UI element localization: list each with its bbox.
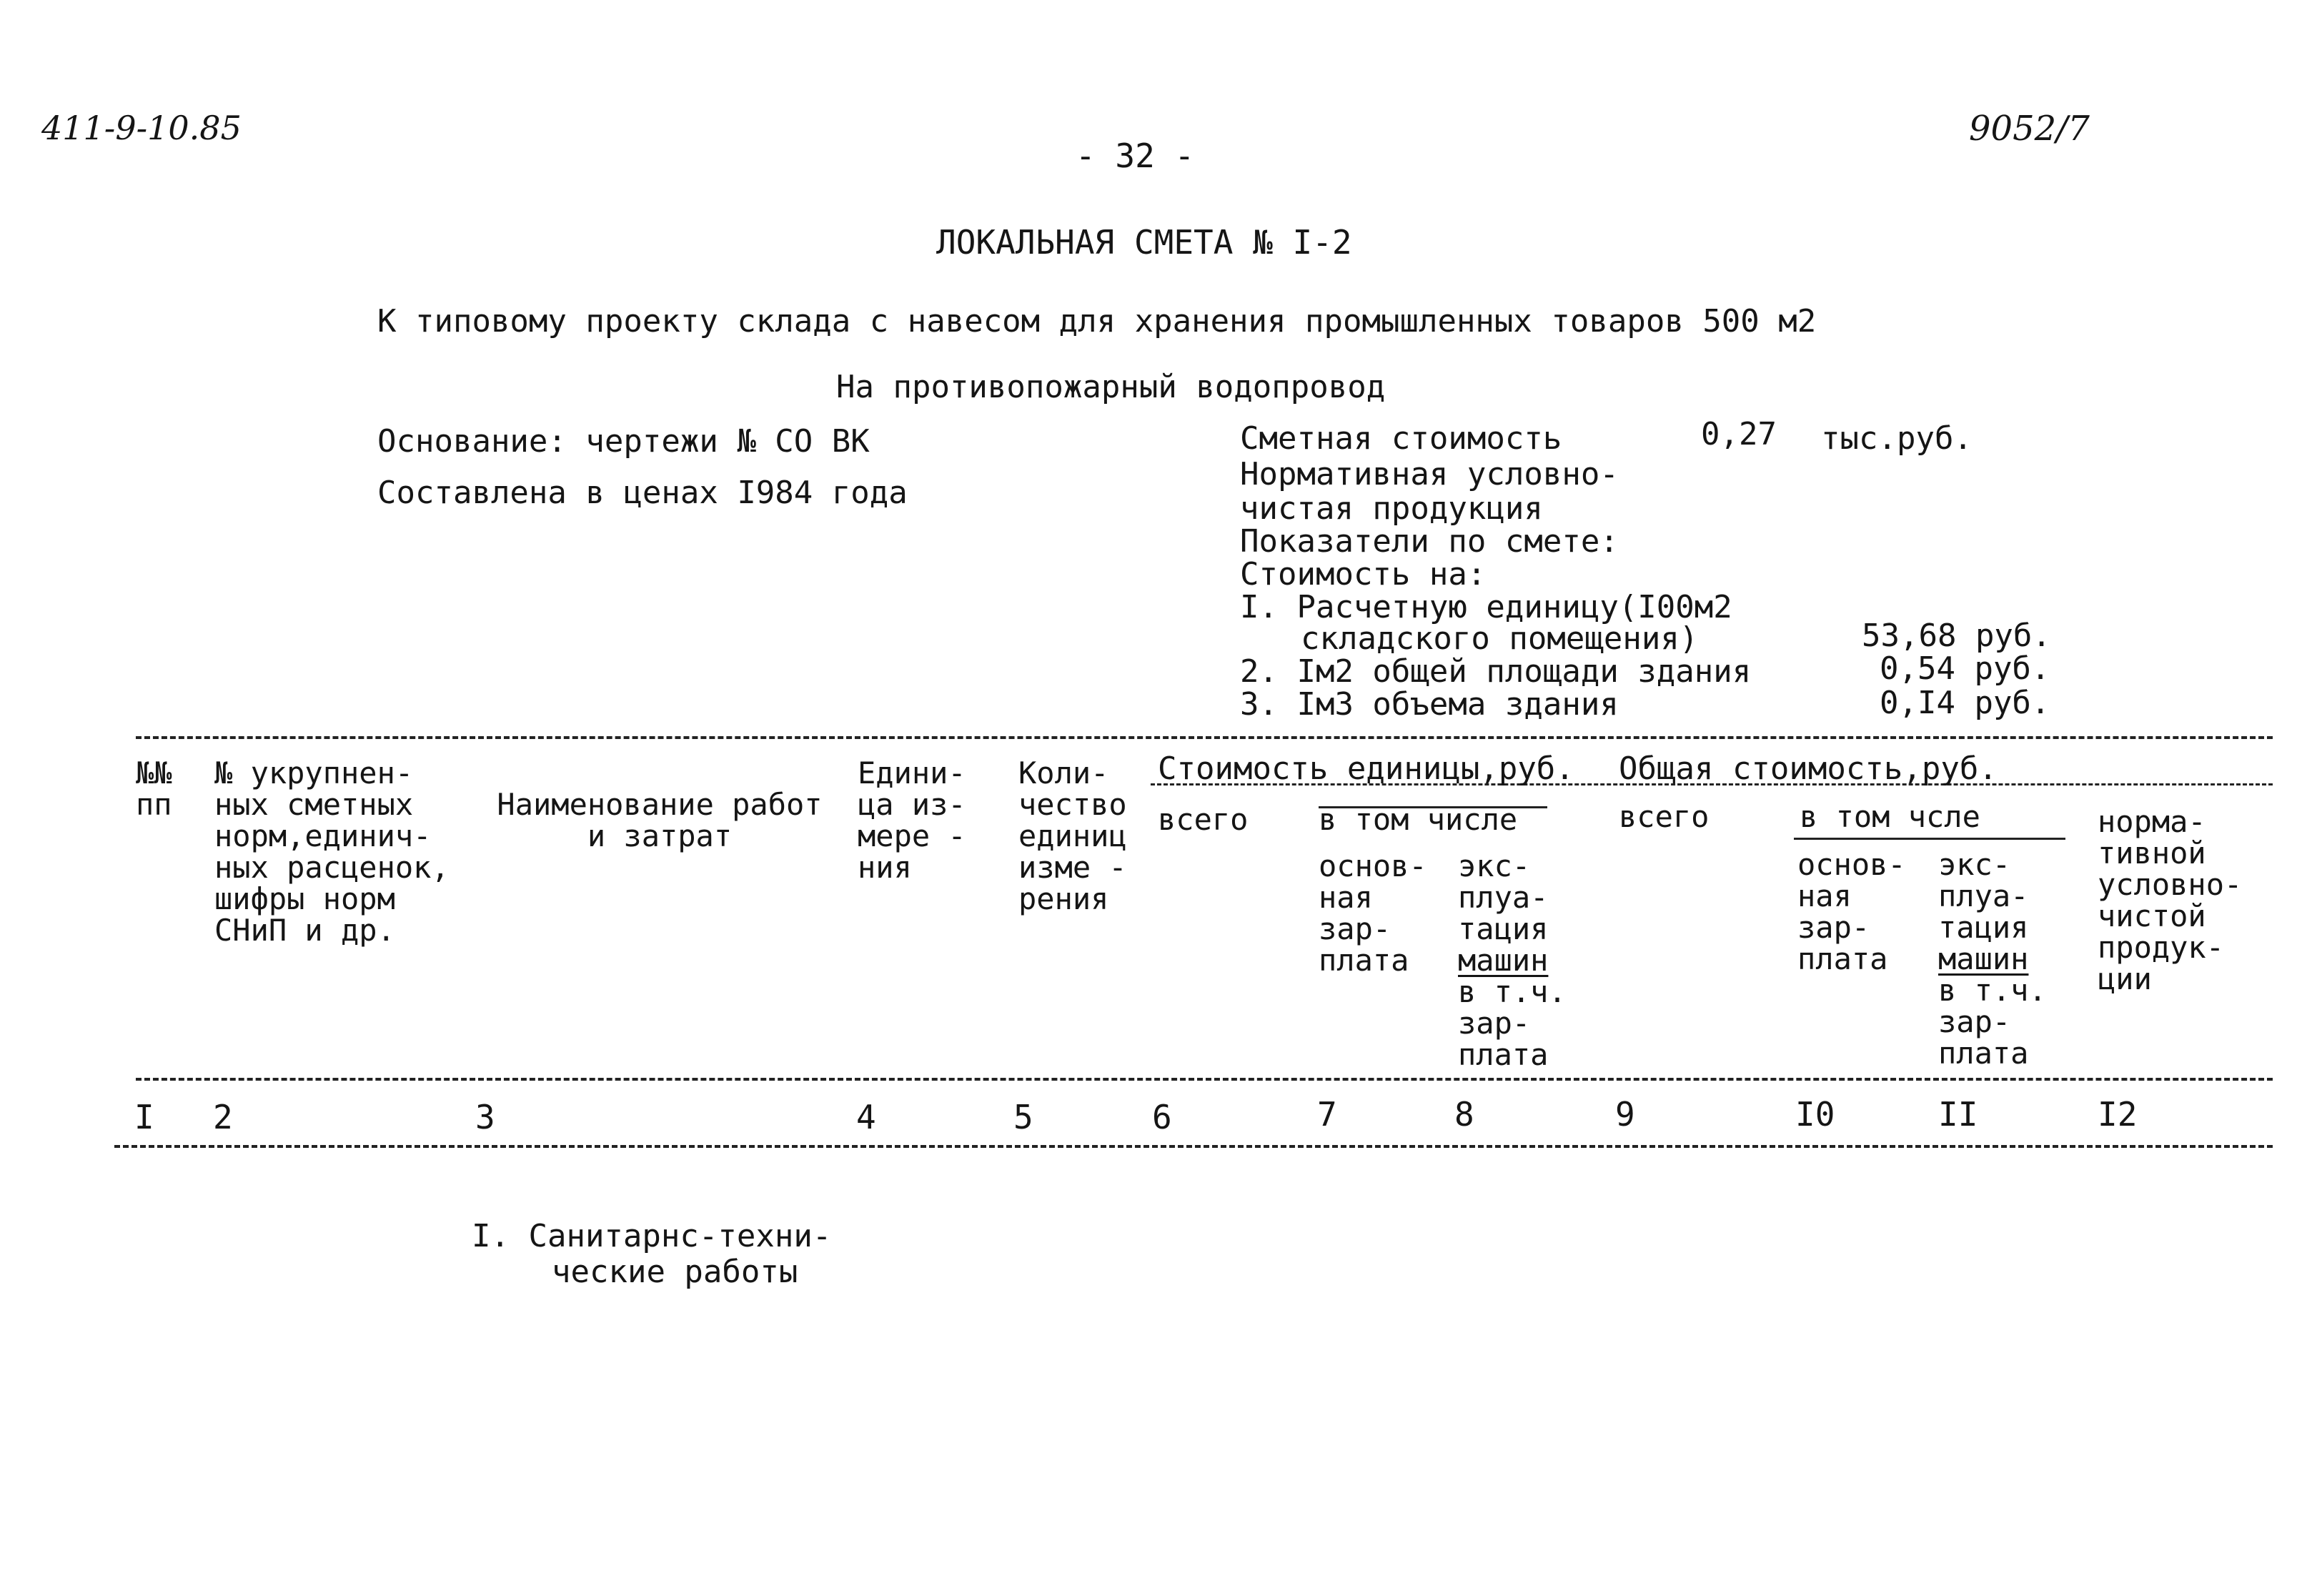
indicator-1-label-2: складского помещения): [1301, 620, 1699, 657]
section-heading-line-2: ческие работы: [552, 1254, 798, 1290]
column-4-header: Едини- ца из- мере - ния: [858, 755, 966, 885]
column-number: I2: [2098, 1095, 2138, 1134]
total-cost-header: Общая стоимость,руб.: [1619, 750, 1998, 787]
including-underline-2: [1794, 838, 2065, 840]
column-number: 2: [213, 1098, 233, 1136]
column-1-header: №№ пп: [136, 755, 172, 822]
column-number: 9: [1615, 1095, 1635, 1134]
basis-line: Основание: чертежи № СО ВК: [377, 423, 870, 460]
column-5-header: Коли- чество единиц изме - рения: [1018, 755, 1127, 916]
overall-base-wage-header: основ- ная зар- плата: [1797, 847, 1906, 976]
indicator-3-value: 0,I4 руб.: [1880, 685, 2050, 721]
estimated-cost-value: 0,27: [1701, 416, 1777, 452]
section-heading: I. Санитарнс-техни-: [472, 1218, 832, 1254]
indicators-label: Показатели по смете:: [1240, 523, 1619, 560]
column-number: 6: [1152, 1098, 1172, 1136]
unit-machine-op-header: экс- плуа- тация машин в т.ч. зар- плата: [1458, 848, 1567, 1072]
document-subtitle: К типовому проекту склада с навесом для хранения промышленных товаров 500 м2: [377, 303, 1817, 339]
estimated-cost-unit: тыс.руб.: [1821, 420, 1973, 457]
indicator-2-value: 0,54 руб.: [1880, 650, 2050, 687]
column-3-header: Наименование работ и затрат: [497, 787, 823, 853]
table-header-bottom-rule: [136, 1078, 2273, 1081]
column-number: 3: [475, 1098, 495, 1136]
table-top-rule: [136, 736, 2273, 739]
column-number: 8: [1454, 1095, 1474, 1134]
column-number: 5: [1013, 1098, 1033, 1136]
page-number: - 32 -: [1076, 137, 1195, 175]
normative-label-2: чистая продукция: [1240, 490, 1543, 527]
indicator-1-value: 53,68 руб.: [1862, 618, 2051, 654]
unit-total-label: всего: [1158, 802, 1249, 837]
unit-base-wage-header: основ- ная зар- плата: [1319, 848, 1427, 978]
column-number: II: [1938, 1095, 1978, 1134]
column-number: I: [134, 1098, 154, 1136]
indicator-2-label: 2. Iм2 общей площади здания: [1240, 653, 1752, 690]
table-numbers-bottom-rule: [114, 1145, 2273, 1148]
overall-total-label: всего: [1619, 799, 1710, 834]
column-number: 7: [1317, 1095, 1337, 1134]
column-2-header: № укрупнен- ных сметных норм,единич- ных расценок, шифры норм СНиП и др.: [214, 755, 450, 948]
document-code: 411-9-10.85: [41, 109, 242, 147]
column-number: I0: [1795, 1095, 1835, 1134]
overall-including-label: в том чсле: [1800, 799, 1980, 834]
unit-including-label: в том числе: [1319, 802, 1518, 837]
prices-year-line: Составлена в ценах I984 года: [377, 475, 908, 511]
cost-for-label: Стоимость на:: [1240, 556, 1487, 593]
document-title: ЛОКАЛЬНАЯ СМЕТА № I-2: [936, 223, 1352, 262]
overall-machine-op-header: экс- плуа- тация машин в т.ч. зар- плата: [1938, 847, 2047, 1071]
normative-column-header: норма- тивной условно- чистой продук- ции: [2098, 804, 2243, 996]
normative-label-1: Нормативная условно-: [1240, 456, 1619, 492]
unit-cost-header: Стоимость единицы,руб.: [1158, 750, 1574, 787]
column-number: 4: [856, 1098, 876, 1136]
section-title: На противопожарный водопровод: [836, 369, 1386, 405]
sheet-code: 9052/7: [1969, 109, 2090, 149]
indicator-1-label: I. Расчетную единицу(I00м2: [1240, 589, 1732, 625]
indicator-3-label: 3. Iм3 объема здания: [1240, 686, 1619, 723]
estimated-cost-label: Сметная стоимость: [1240, 420, 1562, 457]
